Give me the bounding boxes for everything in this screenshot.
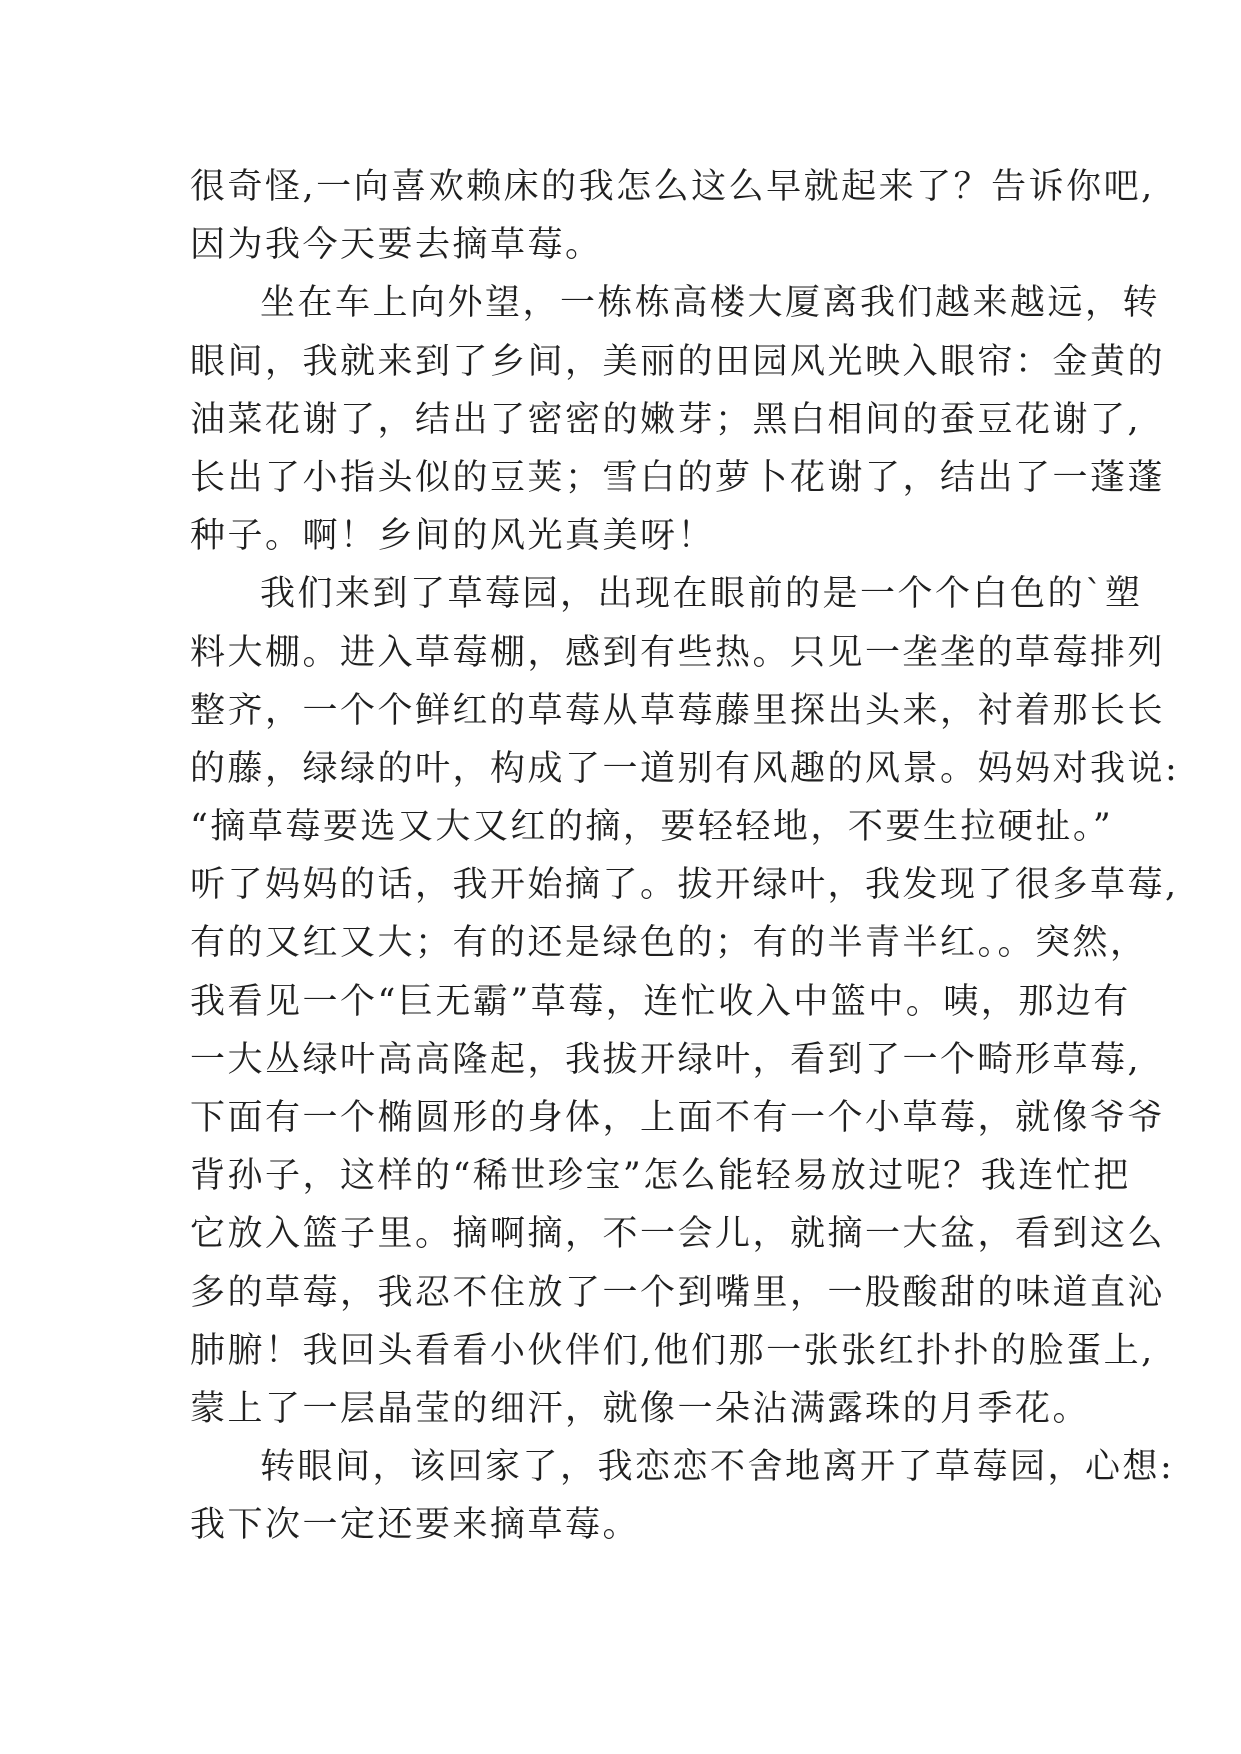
essay-text [190,158,1180,1555]
text-line: 背孙子，这样的“稀世珍宝”怎么能轻易放过呢？我连忙把 [190,1156,1131,1197]
paragraph-start-line: 转眼间，该回家了，我恋恋不舍地离开了草莓园，心想: [260,1447,1175,1488]
text-line: 肺腑！我回头看看小伙伴们,他们那一张张红扑扑的脸蛋上, [190,1330,1155,1371]
text-line: 料大棚。进入草莓棚，感到有些热。只见一垄垄的草莓排列 [190,632,1166,673]
text-line: 眼间，我就来到了乡间，美丽的田园风光映入眼帘：金黄的 [190,341,1166,382]
text-line: 听了妈妈的话，我开始摘了。拔开绿叶，我发现了很多草莓, [190,865,1179,906]
text-line: 多的草莓，我忍不住放了一个到嘴里，一股酸甜的味道直沁 [190,1272,1166,1313]
text-line: 因为我今天要去摘草莓。 [190,225,603,266]
text-line: 蒙上了一层晶莹的细汗，就像一朵沾满露珠的月季花。 [190,1388,1091,1429]
text-line: 种子。啊！乡间的风光真美呀！ [190,516,716,557]
text-line: 我下次一定还要来摘草莓。 [190,1505,641,1546]
paragraph-start-line: 我们来到了草莓园，出现在眼前的是一个个白色的`塑 [260,574,1143,615]
text-line: 有的又红又大；有的还是绿色的；有的半青半红。。突然， [190,923,1148,964]
text-line: 它放入篮子里。摘啊摘，不一会儿，就摘一大盆，看到这么 [190,1214,1166,1255]
text-line: 很奇怪,一向喜欢赖床的我怎么这么早就起来了？告诉你吧, [190,167,1155,207]
text-line: 整齐，一个个鲜红的草莓从草莓藤里探出头来，衬着那长长 [190,690,1166,731]
text-line: 我看见一个“巨无霸”草莓，连忙收入中篮中。咦，那边有 [190,981,1131,1022]
paragraph-start-line: 坐在车上向外望，一栋栋高楼大厦离我们越来越远，转 [260,283,1161,324]
text-line: 一大丛绿叶高高隆起，我拔开绿叶，看到了一个畸形草莓, [190,1039,1142,1080]
text-line: “摘草莓要选又大又红的摘，要轻轻地，不要生拉硬扯。” [190,807,1114,848]
text-line: 的藤，绿绿的叶，构成了一道别有风趣的风景。妈妈对我说: [190,748,1180,789]
text-line: 油菜花谢了，结出了密密的嫩芽；黑白相间的蚕豆花谢了, [190,399,1142,440]
text-line: 长出了小指头似的豆荚；雪白的萝卜花谢了，结出了一蓬蓬 [190,457,1166,498]
text-line: 下面有一个椭圆形的身体，上面不有一个小草莓，就像爷爷 [190,1098,1166,1138]
